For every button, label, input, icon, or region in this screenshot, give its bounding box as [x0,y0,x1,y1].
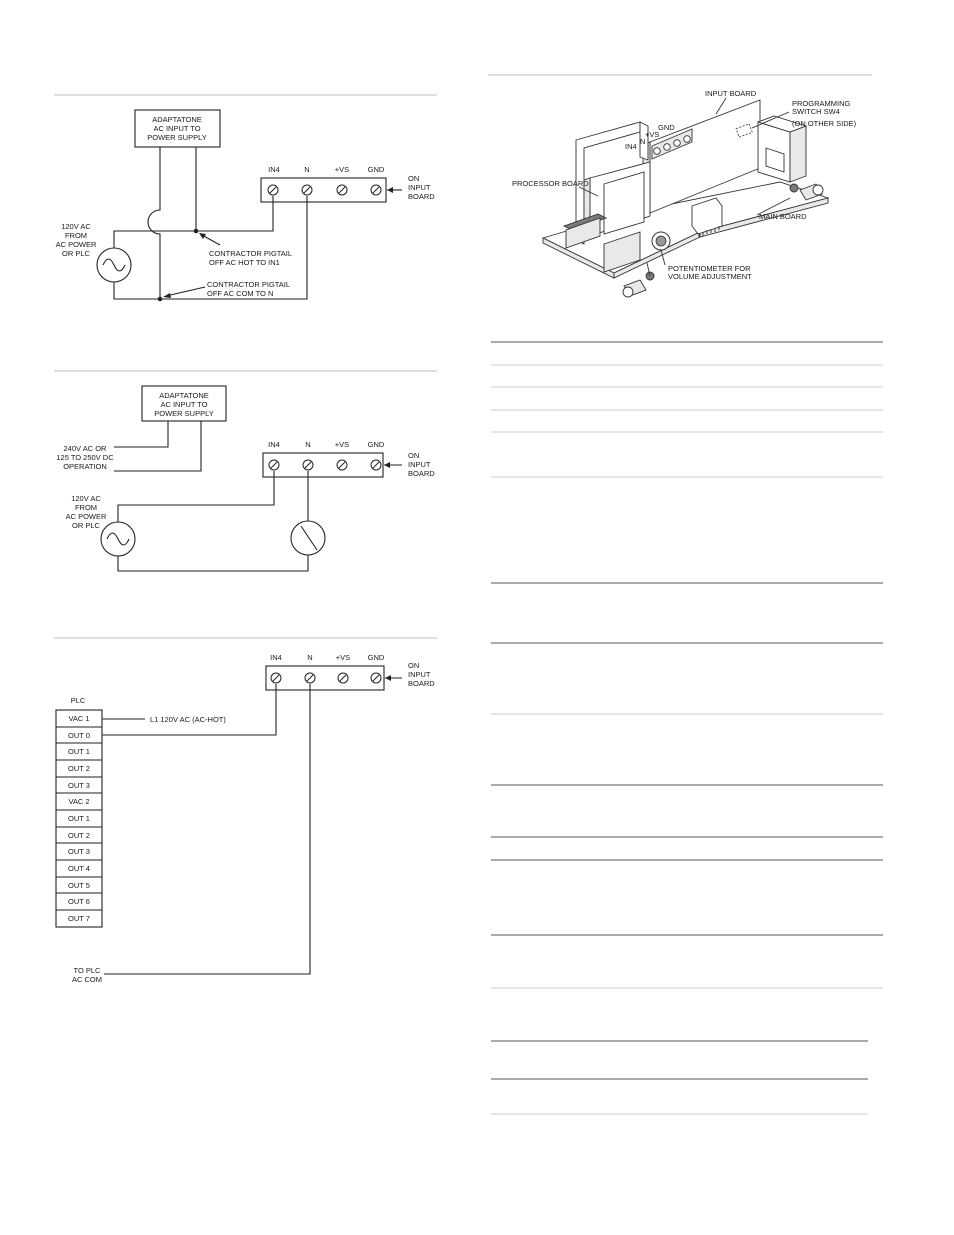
potentiometer-shaft [656,236,666,246]
wiring-diagram-3 [56,653,435,984]
plc-row-label: OUT 5 [68,881,90,890]
programming-switch-line-3: (ON OTHER SIDE) [792,119,857,128]
supply-note-line-2: 125 TO 250V DC [56,453,114,462]
switch-contact-symbol [291,521,325,555]
source-label-line-3: AC POWER [65,512,107,521]
pigtail-hot-arrow [199,233,206,239]
wiring-diagram-2 [56,386,435,571]
terminal-label-vs: +VS [335,653,351,662]
plc-row-label: OUT 2 [68,831,90,840]
on-board-line-3: BOARD [408,469,435,478]
terminal-screw [664,144,671,151]
on-board-line-1: ON [408,174,420,183]
board-pointer-arrow [384,462,390,468]
terminal-block [266,666,384,690]
terminal-label-gnd: GND [658,123,675,132]
board-assembly-figure [512,89,857,297]
plc-row-label: VAC 2 [68,797,90,806]
plc-row-label: OUT 6 [68,897,90,906]
board-pointer-arrow [385,675,391,681]
pigtail-hot-line-2: OFF AC HOT TO IN1 [209,258,280,267]
programming-switch-line-2: SWITCH SW4 [792,107,840,116]
on-board-line-1: ON [408,451,420,460]
ac-source-symbol [97,248,131,282]
wiring-diagram-1 [56,110,436,301]
supply-box-line-2: AC INPUT TO [160,400,208,409]
supply-box-line-3: POWER SUPPLY [154,409,214,418]
wire-supply-com-crossover [148,147,160,299]
wire-hot-to-in4 [118,471,274,522]
supply-box-line-2: AC INPUT TO [153,124,201,133]
main-board-label: MAIN BOARD [759,212,807,221]
terminal-label-n: N [304,165,310,174]
wire-return [118,555,308,571]
wire-supply-input-1 [114,421,168,447]
terminal-screw [684,136,691,143]
terminal-label-vs: +VS [645,130,660,139]
potentiometer-line-2: VOLUME ADJUSTMENT [668,272,752,281]
to-plc-line-2: AC COM [72,975,102,984]
wire-n-to-plc-com [104,684,310,974]
pigtail-com-arrow [163,293,171,298]
terminal-label-in4: IN4 [268,440,280,449]
potentiometer-line-1: POTENTIOMETER FOR [668,264,751,273]
plc-row-label: OUT 2 [68,764,90,773]
pigtail-hot-line-1: CONTRACTOR PIGTAIL [209,249,293,258]
terminal-block [263,453,383,477]
pigtail-com-line-2: OFF AC COM TO N [207,289,274,298]
terminal-label-vs: +VS [334,165,350,174]
source-label-line-4: OR PLC [72,521,100,530]
plc-title: PLC [70,696,86,705]
plc-row-label: OUT 4 [68,864,90,873]
input-board-leader [716,98,726,114]
wire-supply-input-2 [114,421,201,471]
terminal-label-in4: IN4 [625,142,637,151]
pigtail-com-line-1: CONTRACTOR PIGTAIL [207,280,291,289]
junction-dot-com [158,297,163,302]
terminal-block [261,178,386,202]
plc-row-label: OUT 7 [68,914,90,923]
terminal-screw [654,148,661,155]
supply-note-line-1: 240V AC OR [63,444,107,453]
plc-row-label: OUT 3 [68,847,90,856]
supply-box-line-3: POWER SUPPLY [147,133,207,142]
table-rules [491,342,883,1114]
source-label-line-1: 120V AC [71,494,101,503]
on-board-line-2: INPUT [408,183,431,192]
on-board-line-2: INPUT [408,670,431,679]
ac-source-symbol [101,522,135,556]
supply-box-line-1: ADAPTATONE [152,115,202,124]
terminal-label-n: N [307,653,313,662]
plc-row-label: OUT 3 [68,781,90,790]
wire-out0-to-in4 [102,684,276,735]
supply-note-line-3: OPERATION [63,462,107,471]
terminal-screw [674,140,681,147]
l1-hot-label: L1 120V AC (AC-HOT) [150,715,226,724]
source-label-line-2: FROM [74,503,98,512]
terminal-label-gnd: GND [367,165,385,174]
source-label-line-2: FROM [64,231,88,240]
on-board-line-3: BOARD [408,679,435,688]
plc-row-label: VAC 1 [68,714,90,723]
on-board-line-1: ON [408,661,420,670]
source-label-line-4: OR PLC [62,249,90,258]
terminal-label-in4: IN4 [268,165,280,174]
relay-block-side [790,126,806,182]
pigtail-com-leader [166,287,205,296]
terminal-label-gnd: GND [367,440,385,449]
terminal-label-in4: IN4 [270,653,282,662]
junction-dot-hot [194,229,199,234]
terminal-label-gnd: GND [367,653,385,662]
plc-row-label: OUT 0 [68,731,90,740]
programming-switch-line-1: PROGRAMMING [792,99,851,108]
source-label-line-1: 120V AC [61,222,91,231]
plc-row-label: OUT 1 [68,814,90,823]
on-board-line-3: BOARD [408,192,435,201]
processor-board-label: PROCESSOR BOARD [512,179,589,188]
on-board-line-2: INPUT [408,460,431,469]
board-pointer-arrow [387,187,393,193]
source-label-line-3: AC POWER [55,240,97,249]
supply-box-line-1: ADAPTATONE [159,391,209,400]
terminal-label-n: N [640,137,646,146]
input-board-label: INPUT BOARD [705,89,757,98]
to-plc-line-1: TO PLC [73,966,101,975]
pigtail-hot-leader [202,235,220,245]
plc-row-label: OUT 1 [68,747,90,756]
terminal-label-n: N [305,440,311,449]
terminal-label-vs: +VS [334,440,350,449]
